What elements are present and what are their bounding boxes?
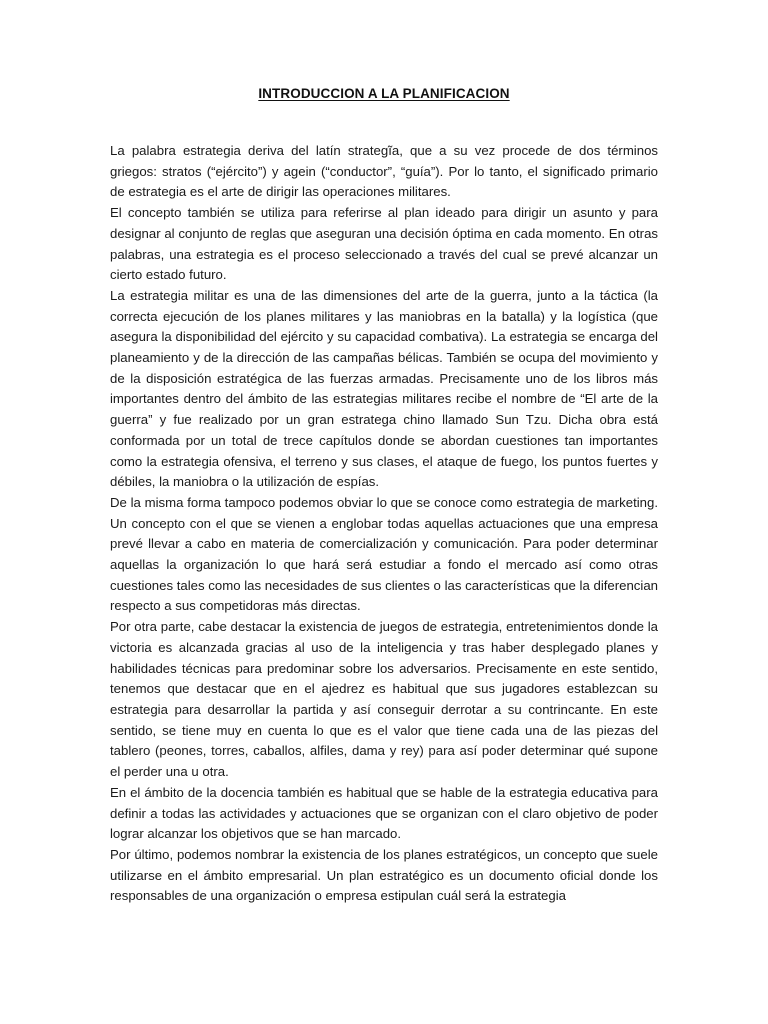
paragraph-strategy-games: Por otra parte, cabe destacar la existencia de juegos de estrategia, entretenimientos donde la victoria es alcanzada gracias al uso de la inteligencia y tras haber desplegado planes y habilidades técnicas para predominar sobre los adversarios. Precisamente en este sentido, tenemos que destacar que en el ajedrez es habitual que sus jugadores establezcan su estrategia para desarrollar la partida y así conseguir derrotar a su contrincante. En este sentido, se tiene muy en cuenta lo que es el valor que tiene cada una de las piezas del tablero (peones, torres, caballos, alfiles, dama y rey) para así poder determinar qué supone el perder una u otra. [110, 619, 658, 780]
page-title: INTRODUCCION A LA PLANIFICACION [258, 86, 510, 101]
paragraph-concept: El concepto también se utiliza para referirse al plan ideado para dirigir un asunto y para designar al conjunto de reglas que aseguran una decisión óptima en cada momento. En otras palabras, una estrategia es el proceso seleccionado a través del cual se prevé alcanzar un cierto estado futuro. [110, 205, 658, 283]
paragraph-etymology: La palabra estrategia deriva del latín strategĩa, que a su vez procede de dos términos griegos: stratos (“ejército”) y agein (“conductor”, “guía”). Por lo tanto, el significado primario de estrategia es el arte de dirigir las operaciones militares. [110, 143, 658, 200]
paragraph-strategic-plans: Por último, podemos nombrar la existencia de los planes estratégicos, un concepto que suele utilizarse en el ámbito empresarial. Un plan estratégico es un documento oficial donde los responsables de una organización o empresa estipulan cuál será la estrategia [110, 846, 658, 904]
paragraph-marketing-strategy: De la misma forma tampoco podemos obviar lo que se conoce como estrategia de marketing. Un concepto con el que se vienen a englobar todas aquellas actuaciones que una empresa prevé llevar a cabo en materia de comercialización y comunicación. Para poder determinar aquellas la organización lo que hará será estudiar a fondo el mercado así como otras cuestiones tales como las necesidades de sus clientes o las características que la diferencian respecto a sus competidoras más directas. [110, 494, 658, 614]
document-body [110, 141, 658, 907]
paragraph-educational-strategy: En el ámbito de la docencia también es habitual que se hable de la estrategia educativa para definir a todas las actividades y actuaciones que se organizan con el claro objetivo de poder lograr alcanzar los objetivos que se han marcado. [110, 784, 658, 842]
paragraph-military-strategy: La estrategia militar es una de las dimensiones del arte de la guerra, junto a la táctica (la correcta ejecución de los planes militares y las maniobras en la batalla) y la logística (que asegura la disponibilidad del ejército y su capacidad combativa). La estrategia se encarga del planeamiento y de la dirección de las campañas bélicas. También se ocupa del movimiento y de la disposición estratégica de las fuerzas armadas. Precisamente uno de los libros más importantes dentro del ámbito de las estrategias militares recibe el nombre de “El arte de la guerra” y fue realizado por un gran estratega chino llamado Sun Tzu. Dicha obra está conformada por un total de trece capítulos donde se abordan cuestiones tan importantes como la estrategia ofensiva, el terreno y sus clases, el ataque de fuego, los puntos fuertes y débiles, la maniobra o la utilización de espías. [110, 287, 658, 490]
